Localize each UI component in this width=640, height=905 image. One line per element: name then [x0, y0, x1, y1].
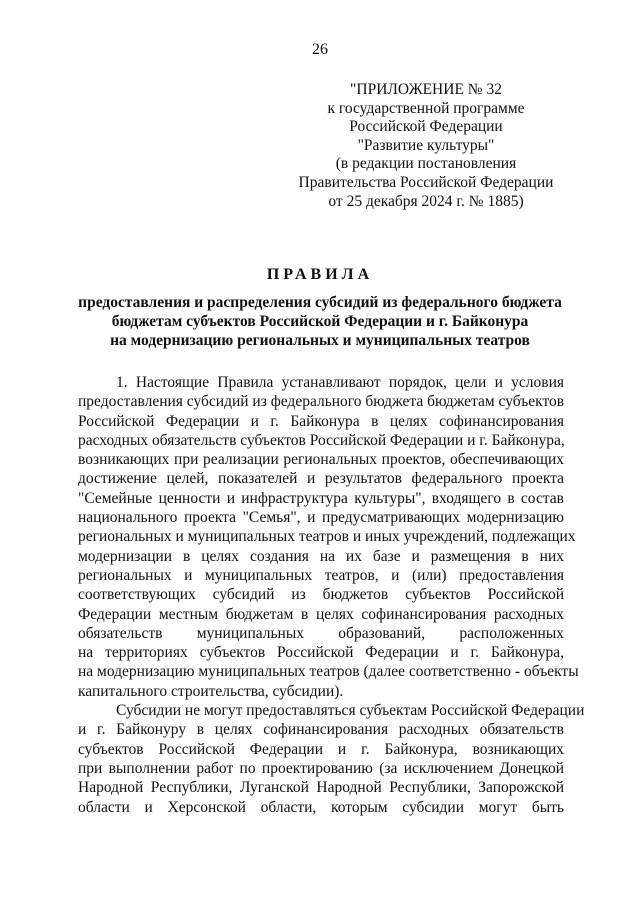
- paragraph-line: Субсидии не могут предоставляться субъектам Российской Федерации: [116, 702, 585, 720]
- document-subtitle: [78, 293, 562, 350]
- paragraph-line: Народной Республики, Луганской Народной Республики, Запорожской: [78, 779, 564, 797]
- appendix-line: Российской Федерации: [349, 118, 503, 136]
- paragraph-line: капитального строительства, субсидии).: [78, 682, 344, 700]
- paragraph-line: субъектов Российской Федерации и г. Байконура, возникающих: [78, 740, 564, 758]
- paragraph-1: [78, 373, 579, 701]
- paragraph-line: и г. Байконуру в целях софинансирования расходных обязательств: [78, 721, 564, 739]
- subtitle-line: на модернизацию региональных и муниципальных театров: [110, 332, 530, 349]
- paragraph-line: предоставления субсидий из федерального бюджета бюджетам субъектов: [78, 393, 565, 411]
- paragraph-line: возникающих при реализации региональных проектов, обеспечивающих: [78, 451, 564, 469]
- paragraph-line: соответствующих субсидий из бюджетов субъектов Российской: [78, 586, 564, 604]
- paragraph-line: области и Херсонской области, которым субсидии могут быть: [78, 798, 564, 816]
- paragraph-2: [78, 701, 585, 817]
- appendix-line: "ПРИЛОЖЕНИЕ № 32: [350, 81, 502, 98]
- paragraph-line: 1. Настоящие Правила устанавливают порядок, цели и условия: [116, 374, 564, 391]
- paragraph-line: модернизации в целях создания на их базе и размещения в них: [78, 547, 564, 565]
- paragraph-line: достижение целей, показателей и результатов федерального проекта: [78, 470, 564, 488]
- paragraph-line: Федерации местным бюджетам в целях софинансирования расходных: [78, 605, 564, 623]
- paragraph-line: расходных обязательств субъектов Российской Федерации и г. Байконура,: [78, 431, 565, 449]
- appendix-header: [288, 81, 564, 211]
- paragraph-line: региональных и муниципальных театров и иных учреждений, подлежащих: [78, 528, 576, 546]
- paragraph-line: обязательств муниципальных образований, расположенных: [78, 624, 564, 642]
- appendix-line: "Развитие культуры": [357, 136, 495, 154]
- appendix-line: к государственной программе: [327, 99, 525, 117]
- paragraph-line: на территориях субъектов Российской Федерации и г. Байконура,: [78, 644, 564, 662]
- paragraph-line: при выполнении работ по проектированию (за исключением Донецкой: [78, 759, 564, 777]
- paragraph-line: региональных и муниципальных театров, и (или) предоставления: [78, 566, 564, 584]
- subtitle-line: бюджетам субъектов Российской Федерации и г. Байконура: [111, 313, 529, 330]
- paragraph-line: на модернизацию муниципальных театров (далее соответственно - объекты: [78, 663, 579, 681]
- appendix-line: от 25 декабря 2024 г. № 1885): [328, 192, 524, 210]
- subtitle-line: предоставления и распределения субсидий из федерального бюджета: [78, 294, 562, 311]
- paragraph-line: Российской Федерации и г. Байконура в целях софинансирования: [78, 412, 564, 430]
- paragraph-line: "Семейные ценности и инфраструктура культуры", входящего в состав: [78, 489, 564, 507]
- document-body: [78, 373, 585, 817]
- document-title: ПРАВИЛА: [266, 266, 374, 283]
- page-number: 26: [312, 41, 328, 58]
- paragraph-line: национального проекта "Семья", и предусматривающих модернизацию: [78, 509, 564, 527]
- appendix-line: (в редакции постановления: [335, 155, 517, 173]
- appendix-line: Правительства Российской Федерации: [298, 173, 554, 191]
